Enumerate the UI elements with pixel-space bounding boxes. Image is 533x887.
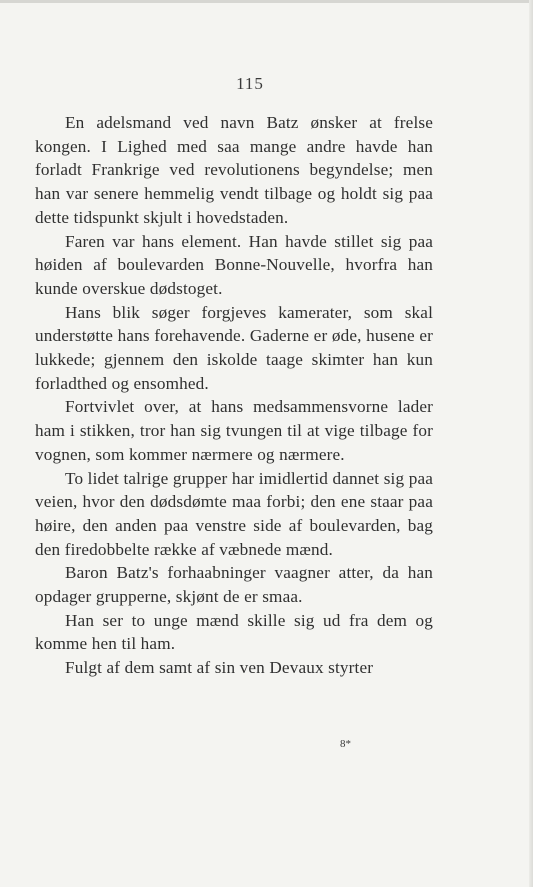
signature-mark: 8* xyxy=(340,738,351,750)
paragraph-5: To lidet talrige grupper har imidlertid dannet sig paa veien, hvor den dødsdømte maa forbi; den ene staar paa høire, den anden paa venstre side af boulevarden, bag den firedobbelte række af væbnede mænd. xyxy=(35,468,433,559)
paragraph-8: Fulgt af dem samt af sin ven Devaux styrter xyxy=(65,658,374,678)
paragraph-1: En adelsmand ved navn Batz ønsker at frelse kongen. I Lighed med saa mange andre havde han forladt Frankrige ved revolutionens begyndelse; men han var senere hemmelig vendt tilbage og holdt sig paa dette tidspunkt skjult i hovedstaden. xyxy=(35,113,433,227)
paragraph-4: Fortvivlet over, at hans medsammensvorne lader ham i stikken, tror han sig tvungen til at vige tilbage for vognen, som kommer nærmere og nærmere. xyxy=(35,397,433,464)
paragraph-7: Han ser to unge mænd skille sig ud fra dem og komme hen til ham. xyxy=(35,610,433,654)
body-text xyxy=(35,111,433,680)
paragraph-6: Baron Batz's forhaabninger vaagner atter, da han opdager grupperne, skjønt de er smaa. xyxy=(35,563,433,607)
paragraph-3: Hans blik søger forgjeves kamerater, som skal understøtte hans forehavende. Gaderne er øde, husene er lukkede; gjennem den iskolde taage skimter han kun forladthed og ensomhed. xyxy=(35,302,433,393)
paragraph-2: Faren var hans element. Han havde stillet sig paa høiden af boulevarden Bonne-Nouvelle, hvorfra han kunde overskue dødstoget. xyxy=(35,231,433,298)
page-number: 115 xyxy=(236,74,264,93)
